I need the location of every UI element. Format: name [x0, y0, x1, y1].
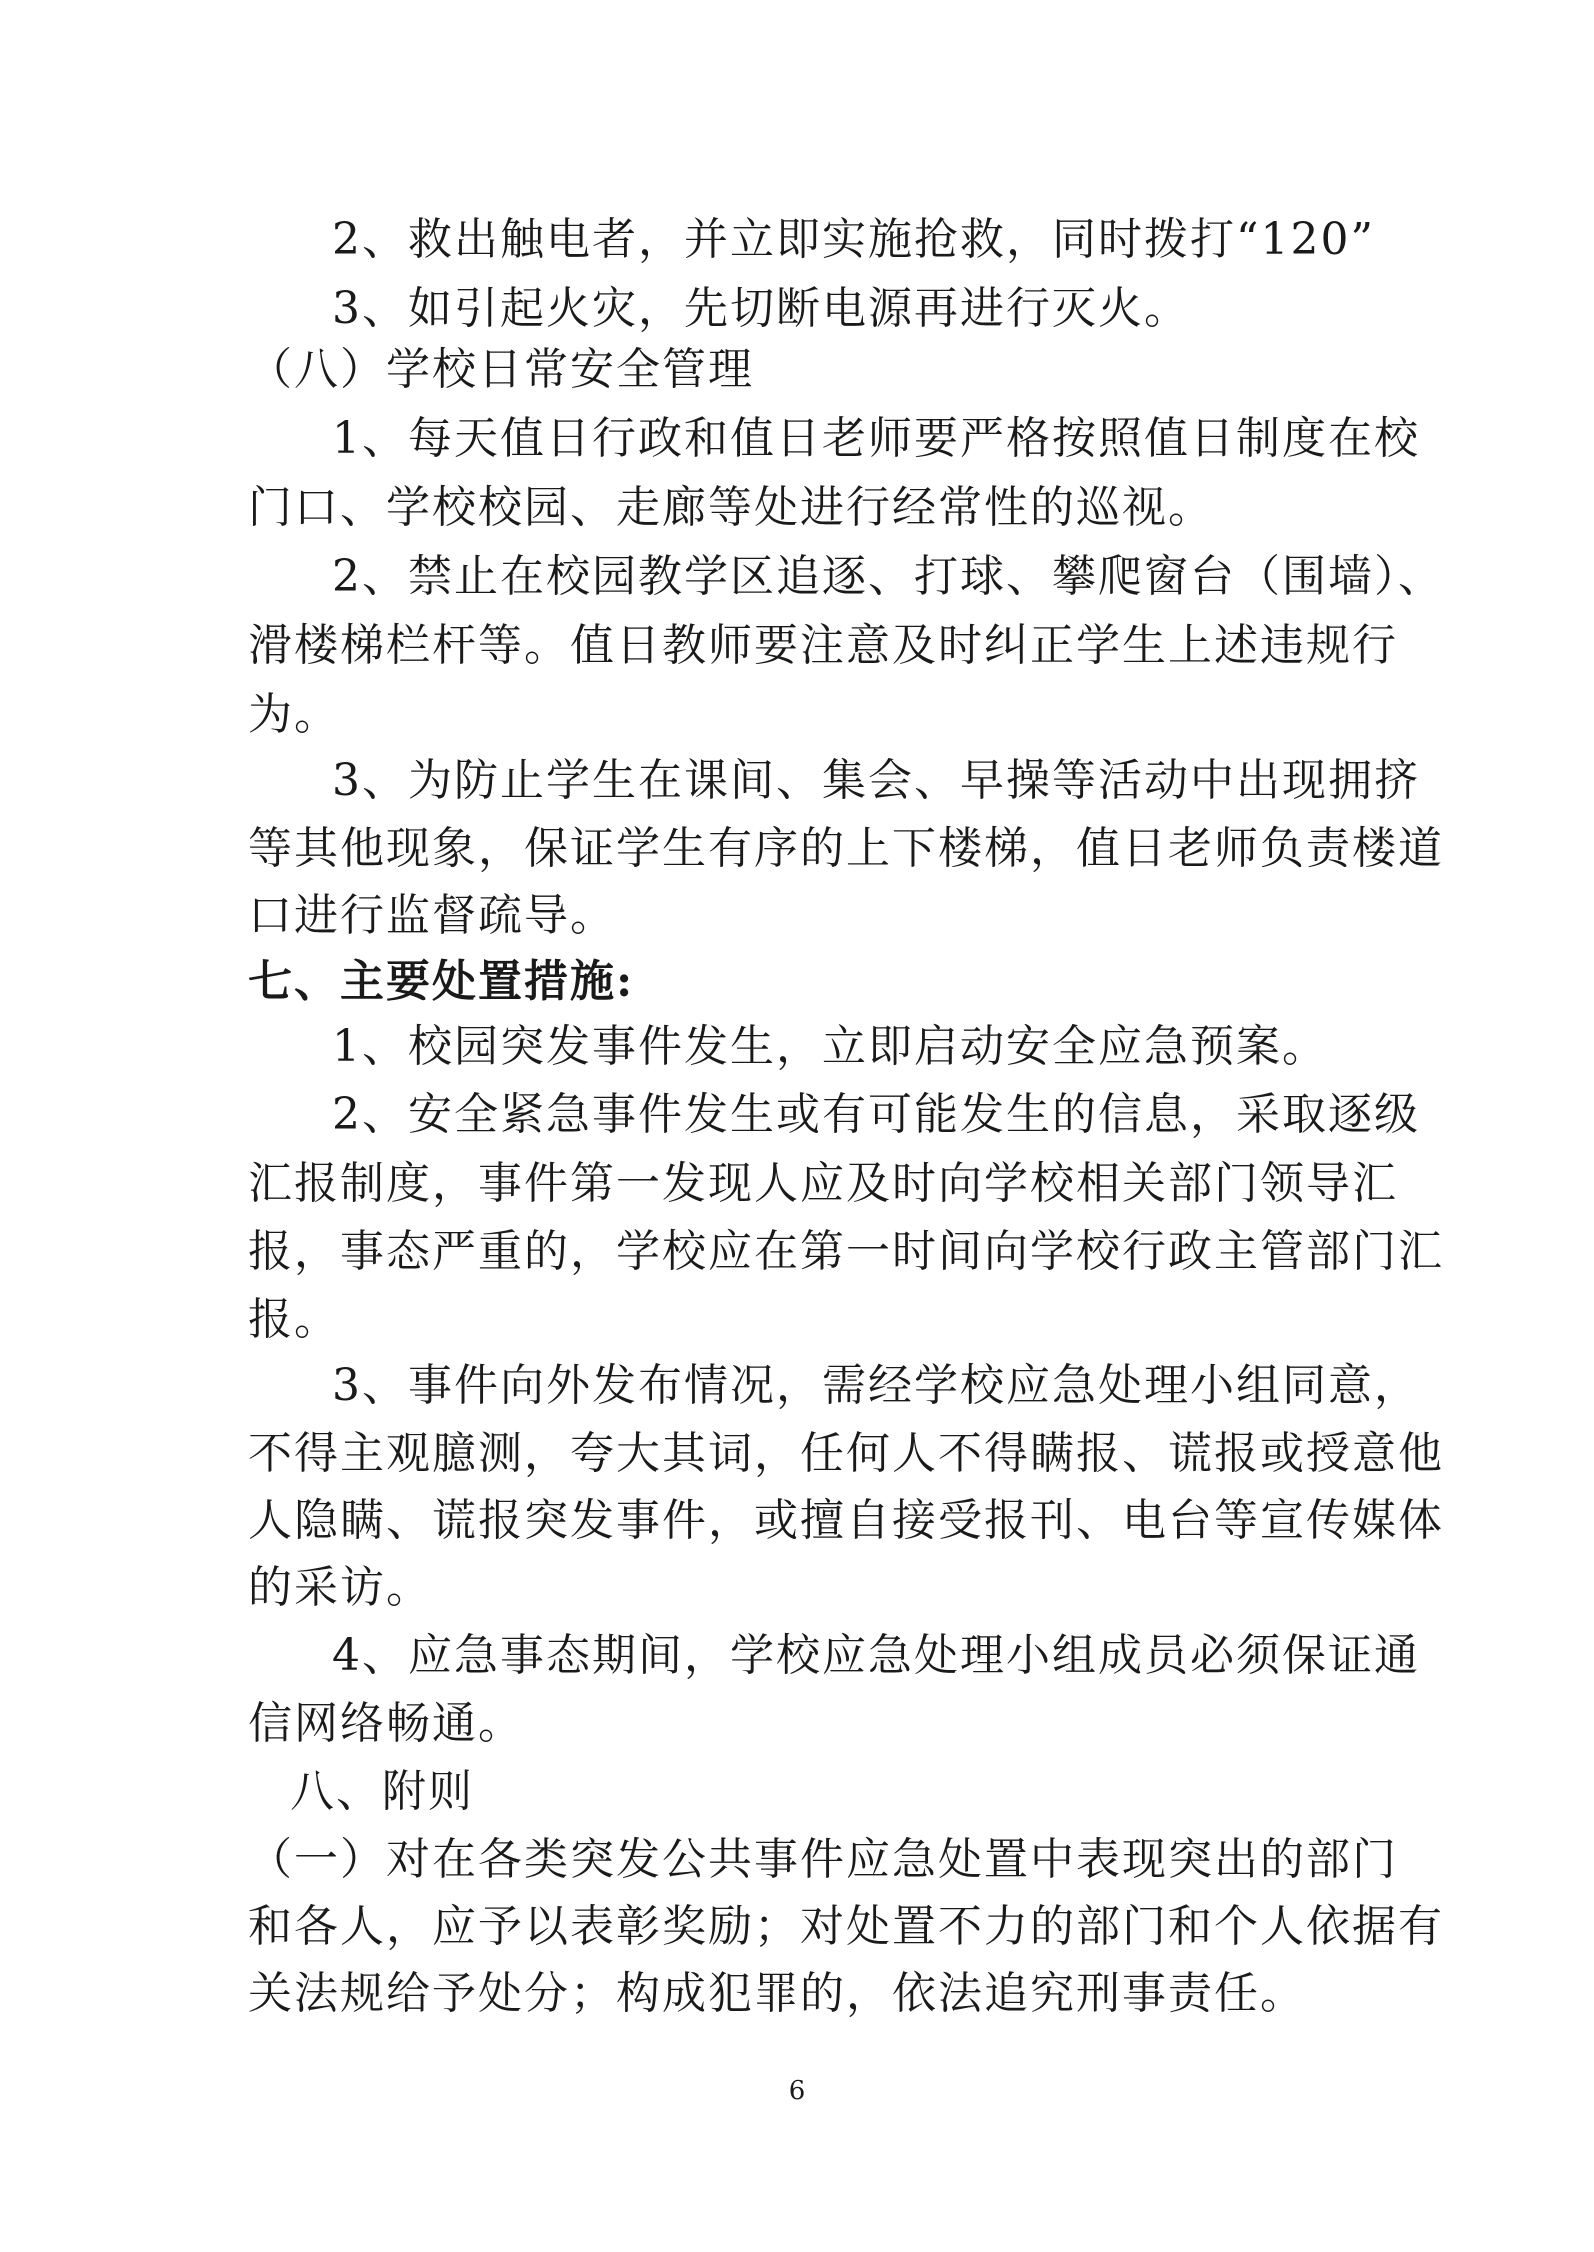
- paragraph-line: 2、禁止在校园教学区追逐、打球、攀爬窗台（围墙）、: [332, 551, 1444, 602]
- paragraph-line: 3、如引起火灾，先切断电源再进行灭火。: [332, 283, 1190, 334]
- paragraph-line: 3、事件向外发布情况，需经学校应急处理小组同意，: [332, 1360, 1420, 1411]
- paragraph-line: 1、每天值日行政和值日老师要严格按照值日制度在校: [332, 413, 1420, 464]
- paragraph-line: 和各人，应予以表彰奖励；对处置不力的部门和个人依据有: [248, 1901, 1444, 1952]
- paragraph-line: 为。: [248, 689, 340, 740]
- paragraph-line: 1、校园突发事件发生，立即启动安全应急预案。: [332, 1021, 1328, 1072]
- paragraph-line: 2、救出触电者，并立即实施抢救，同时拨打“120”: [332, 214, 1375, 265]
- paragraph-line: （一）对在各类突发公共事件应急处置中表现突出的部门: [248, 1834, 1398, 1885]
- paragraph-line: 人隐瞒、谎报突发事件，或擅自接受报刊、电台等宣传媒体: [248, 1495, 1444, 1546]
- paragraph-line: 4、应急事态期间，学校应急处理小组成员必须保证通: [332, 1630, 1420, 1681]
- page-number: 6: [788, 2076, 806, 2106]
- paragraph-line: 门口、学校校园、走廊等处进行经常性的巡视。: [248, 482, 1214, 533]
- paragraph-line: 关法规给予处分；构成犯罪的，依法追究刑事责任。: [248, 1968, 1306, 2019]
- section-heading: 八、附则: [290, 1766, 474, 1817]
- paragraph-line: 滑楼梯栏杆等。值日教师要注意及时纠正学生上述违规行: [248, 620, 1398, 671]
- paragraph-line: 等其他现象，保证学生有序的上下楼梯，值日老师负责楼道: [248, 823, 1444, 874]
- paragraph-line: 汇报制度，事件第一发现人应及时向学校相关部门领导汇: [248, 1158, 1398, 1209]
- paragraph-line: 报，事态严重的，学校应在第一时间向学校行政主管部门汇: [248, 1226, 1444, 1277]
- paragraph-line: 报。: [248, 1294, 340, 1345]
- paragraph-line: 信网络畅通。: [248, 1698, 524, 1749]
- paragraph-line: 2、安全紧急事件发生或有可能发生的信息，采取逐级: [332, 1089, 1420, 1140]
- paragraph-line: 不得主观臆测，夸大其词，任何人不得瞒报、谎报或授意他: [248, 1428, 1444, 1479]
- section-heading: 七、主要处置措施:: [248, 956, 635, 1007]
- paragraph-line: 的采访。: [248, 1562, 432, 1613]
- paragraph-line: 口进行监督疏导。: [248, 890, 616, 941]
- section-heading: （八）学校日常安全管理: [248, 344, 754, 395]
- paragraph-line: 3、为防止学生在课间、集会、早操等活动中出现拥挤: [332, 755, 1420, 806]
